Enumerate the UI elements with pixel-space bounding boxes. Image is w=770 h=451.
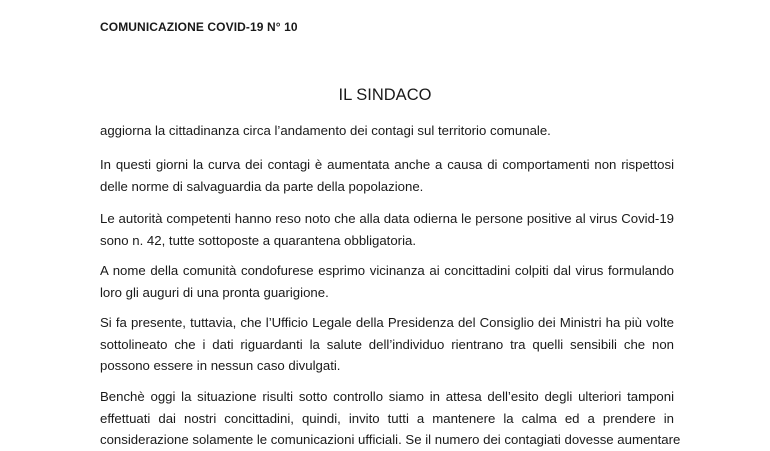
paragraph-line: A nome della comunità condofurese esprimo vicinanza ai concittadini colpiti dal virus formulando: [100, 263, 674, 278]
paragraph-line: aggiorna la cittadinanza circa l’andamento dei contagi sul territorio comunale.: [100, 123, 551, 138]
paragraph-contagion-curve: [100, 154, 674, 197]
paragraph-community-wishes: [100, 260, 674, 303]
document-title: IL SINDACO: [338, 86, 432, 104]
paragraph-line: sono n. 42, tutte sottoposte a quarantena obbligatoria.: [100, 232, 416, 248]
paragraph-line: effettuati dai nostri concittadini, quindi, invito tutti a mantenere la calma ed a prendere in: [100, 410, 674, 426]
paragraph-line: Si fa presente, tuttavia, che l’Ufficio Legale della Presidenza del Consiglio dei Ministri ha più volte: [100, 315, 674, 330]
communication-header: COMUNICAZIONE COVID-19 N° 10: [100, 20, 298, 34]
paragraph-situation-control: [100, 386, 681, 451]
paragraph-update: [100, 120, 674, 142]
paragraph-line: considerazione solamente le comunicazioni ufficiali. Se il numero dei contagiati dovesse aumentare: [100, 432, 681, 447]
paragraph-line: possono essere in nessun caso divulgati.: [100, 358, 341, 373]
paragraph-privacy-notice: [100, 312, 674, 377]
paragraph-line: Le autorità competenti hanno reso noto che alla data odierna le persone positive al virus Covid-19: [100, 211, 674, 226]
paragraph-line: loro gli auguri di una pronta guarigione.: [100, 284, 329, 300]
paragraph-positive-cases: [100, 208, 674, 251]
paragraph-line: delle norme di salvaguardia da parte della popolazione.: [100, 178, 424, 194]
paragraph-line: In questi giorni la curva dei contagi è aumentata anche a causa di comportamenti non rispettosi: [100, 157, 674, 172]
paragraph-line: Benchè oggi la situazione risulti sotto controllo siamo in attesa dell’esito degli ulteriori tamponi: [100, 389, 674, 404]
paragraph-line: sottolineato che i dati riguardanti la salute dell’individuo rientrano tra quelli sensibili che non: [100, 336, 674, 352]
